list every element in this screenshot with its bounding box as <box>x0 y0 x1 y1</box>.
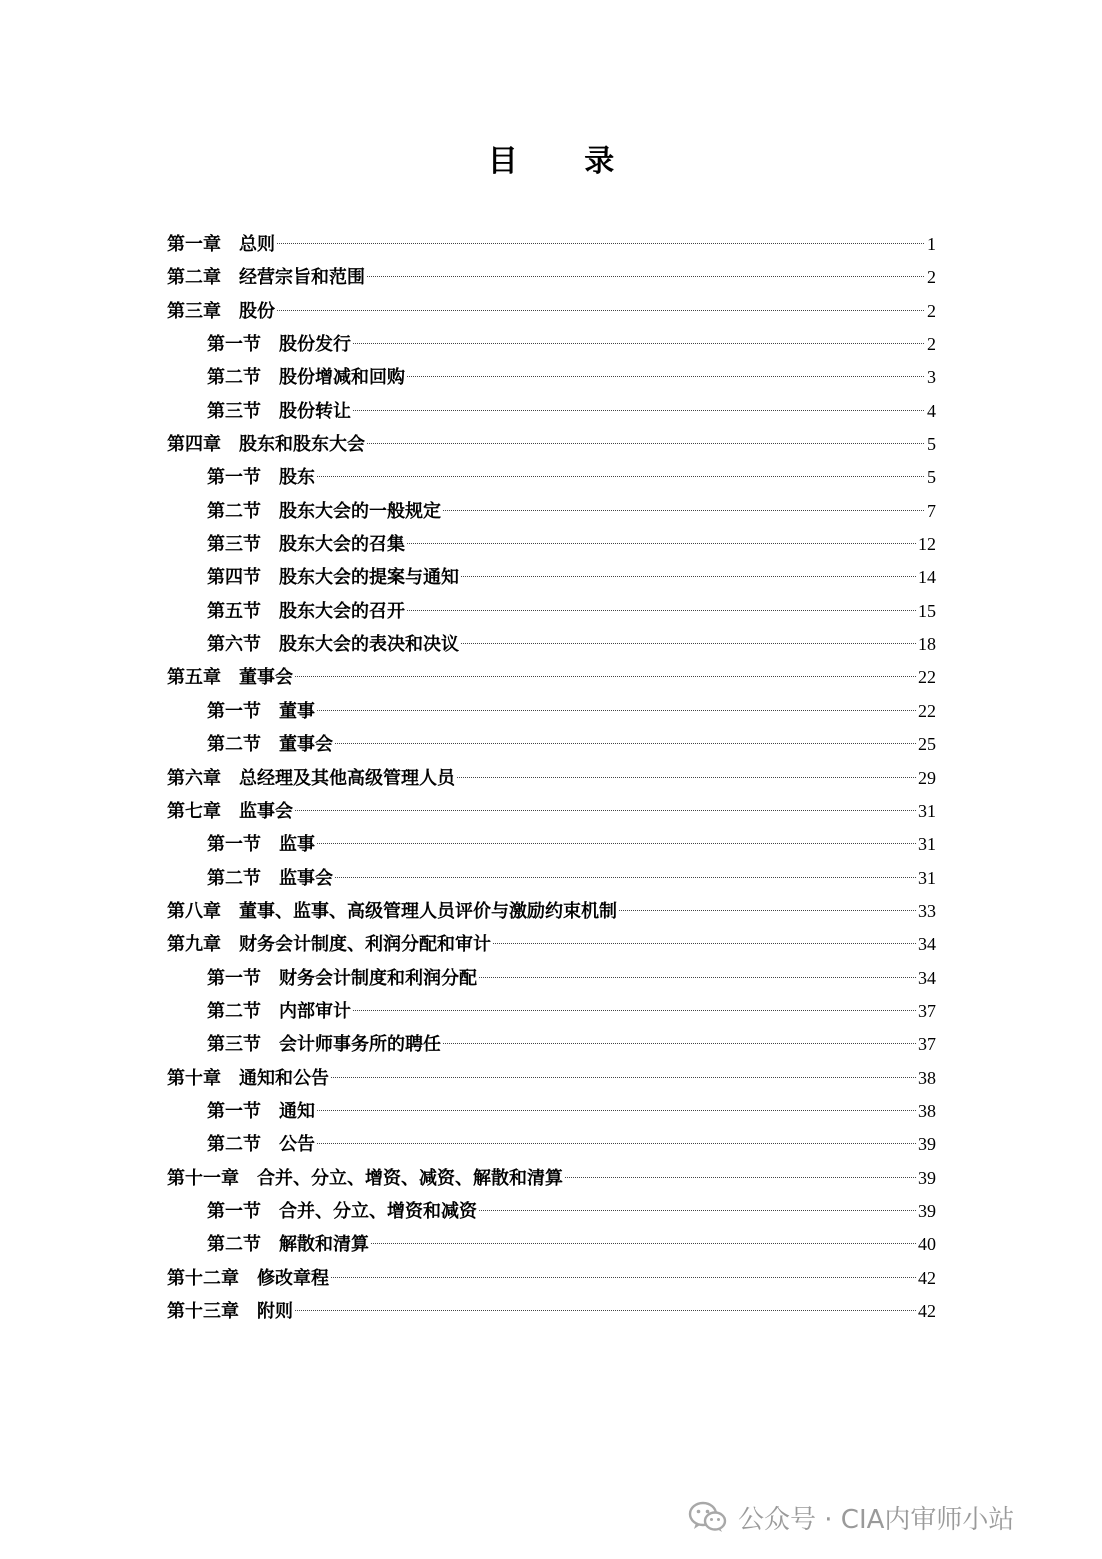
toc-entry-label <box>207 628 459 661</box>
toc-page-number: 5 <box>927 434 936 455</box>
toc-entry-title: 经营宗旨和范围 <box>239 267 365 289</box>
toc-entry-number: 第九章 <box>167 934 221 956</box>
toc-entry-number: 第一节 <box>207 334 261 356</box>
toc-entry-label <box>207 962 477 995</box>
toc-entry-number: 第二节 <box>207 367 261 389</box>
toc-leader-dots <box>371 1243 916 1244</box>
toc-entry-label <box>207 828 315 861</box>
toc-entry-number: 第二节 <box>207 1234 261 1256</box>
toc-section-row[interactable] <box>167 495 936 528</box>
toc-entry-label <box>207 1095 315 1128</box>
toc-entry-number: 第二节 <box>207 867 261 889</box>
toc-page-number: 42 <box>918 1267 936 1288</box>
toc-entry-label <box>167 228 275 261</box>
toc-entry-label <box>207 1195 477 1228</box>
toc-section-row[interactable] <box>167 728 936 761</box>
toc-entry-title: 董事、监事、高级管理人员评价与激励约束机制 <box>239 900 617 922</box>
toc-entry-number: 第一章 <box>167 234 221 255</box>
toc-entry-title: 股份 <box>239 300 275 322</box>
toc-entry-title: 财务会计制度、利润分配和审计 <box>239 934 491 956</box>
toc-entry-number: 第三节 <box>207 1034 261 1056</box>
toc-page-number: 7 <box>927 500 936 521</box>
toc-entry-number: 第十三章 <box>167 1301 239 1322</box>
toc-entry-title: 股东大会的提案与通知 <box>279 567 459 589</box>
toc-leader-dots <box>353 343 924 344</box>
toc-entry-number: 第二节 <box>207 734 261 756</box>
toc-chapter-row[interactable] <box>167 661 936 694</box>
toc-entry-title: 监事会 <box>279 867 333 889</box>
toc-entry-title: 股东 <box>279 467 315 489</box>
toc-entry-title: 监事 <box>279 834 315 856</box>
toc-leader-dots <box>277 243 924 244</box>
toc-entry-label <box>207 361 405 394</box>
toc-entry-label <box>207 995 351 1028</box>
toc-leader-dots <box>295 810 916 811</box>
toc-page-number: 34 <box>918 967 936 988</box>
toc-leader-dots <box>335 877 916 878</box>
toc-page-number: 29 <box>918 767 936 788</box>
toc-section-row[interactable] <box>167 395 936 428</box>
toc-leader-dots <box>565 1177 916 1178</box>
table-of-contents <box>167 228 936 1328</box>
toc-entry-label <box>207 1028 441 1061</box>
toc-page-number: 39 <box>918 1200 936 1221</box>
toc-entry-number: 第一节 <box>207 834 261 856</box>
toc-entry-title: 股东大会的召开 <box>279 600 405 622</box>
toc-page-number: 37 <box>918 1034 936 1055</box>
toc-section-row[interactable] <box>167 862 936 895</box>
toc-page-number: 31 <box>918 800 936 821</box>
toc-entry-label <box>167 762 455 795</box>
toc-entry-label <box>207 395 351 428</box>
toc-entry-title: 股份转让 <box>279 400 351 422</box>
toc-section-row[interactable] <box>167 595 936 628</box>
toc-page-number: 14 <box>918 567 936 588</box>
toc-section-row[interactable] <box>167 1228 936 1261</box>
toc-leader-dots <box>317 1143 916 1144</box>
toc-entry-title: 公告 <box>279 1134 315 1156</box>
watermark-text: 公众号 · CIA内审师小站 <box>738 1504 1015 1535</box>
toc-entry-title: 财务会计制度和利润分配 <box>279 967 477 989</box>
toc-section-row[interactable] <box>167 1195 936 1228</box>
toc-entry-number: 第一节 <box>207 1100 261 1122</box>
toc-entry-title: 董事会 <box>239 667 293 689</box>
toc-page-number: 22 <box>918 700 936 721</box>
toc-leader-dots <box>479 1210 916 1211</box>
toc-leader-dots <box>317 843 916 844</box>
toc-entry-title: 会计师事务所的聘任 <box>279 1034 441 1056</box>
toc-entry-number: 第一节 <box>207 467 261 489</box>
toc-leader-dots <box>331 1277 916 1278</box>
toc-entry-title: 股份增减和回购 <box>279 367 405 389</box>
toc-entry-number: 第十一章 <box>167 1167 239 1189</box>
toc-leader-dots <box>367 276 924 277</box>
toc-entry-title: 修改章程 <box>257 1267 329 1289</box>
toc-entry-number: 第二节 <box>207 1000 261 1022</box>
toc-chapter-row[interactable] <box>167 1162 936 1195</box>
toc-page-number: 34 <box>918 934 936 955</box>
toc-chapter-row[interactable] <box>167 928 936 961</box>
toc-entry-title: 股东大会的召集 <box>279 534 405 556</box>
toc-leader-dots <box>295 676 916 677</box>
toc-entry-label <box>167 895 617 928</box>
toc-leader-dots <box>407 610 916 611</box>
watermark <box>688 1495 1014 1539</box>
toc-leader-dots <box>353 410 924 411</box>
toc-entry-title: 股东大会的一般规定 <box>279 500 441 522</box>
toc-page-number: 37 <box>918 1000 936 1021</box>
toc-chapter-row[interactable] <box>167 762 936 795</box>
toc-entry-label <box>207 728 333 761</box>
toc-chapter-row[interactable] <box>167 261 936 294</box>
toc-leader-dots <box>443 1043 916 1044</box>
toc-page-number: 12 <box>918 534 936 555</box>
toc-entry-label <box>207 595 405 628</box>
toc-page-number: 25 <box>918 734 936 755</box>
toc-entry-number: 第十章 <box>167 1067 221 1089</box>
toc-leader-dots <box>317 476 924 477</box>
toc-entry-number: 第五章 <box>167 667 221 689</box>
toc-section-row[interactable] <box>167 695 936 728</box>
toc-section-row[interactable] <box>167 1095 936 1128</box>
toc-page-number: 2 <box>927 300 936 321</box>
toc-page-number: 42 <box>918 1301 936 1321</box>
toc-entry-number: 第六章 <box>167 767 221 789</box>
toc-entry-number: 第四节 <box>207 567 261 589</box>
toc-entry-title: 股东大会的表决和决议 <box>279 634 459 656</box>
toc-page-number: 22 <box>918 667 936 688</box>
toc-leader-dots <box>353 1010 916 1011</box>
toc-entry-label <box>207 461 315 494</box>
toc-leader-dots <box>335 743 916 744</box>
toc-page-number: 1 <box>927 234 936 254</box>
toc-section-row[interactable] <box>167 962 936 995</box>
toc-entry-label <box>167 1295 293 1328</box>
toc-entry-number: 第二节 <box>207 500 261 522</box>
toc-section-row[interactable] <box>167 561 936 594</box>
toc-entry-number: 第二章 <box>167 267 221 289</box>
toc-section-row[interactable] <box>167 328 936 361</box>
toc-entry-title: 总经理及其他高级管理人员 <box>239 767 455 789</box>
toc-entry-number: 第一节 <box>207 1200 261 1222</box>
toc-page-number: 5 <box>927 467 936 488</box>
toc-entry-number: 第六节 <box>207 634 261 656</box>
toc-leader-dots <box>277 310 924 311</box>
toc-chapter-row[interactable] <box>167 1295 936 1328</box>
toc-page-number: 3 <box>927 367 936 388</box>
toc-leader-dots <box>367 443 924 444</box>
toc-section-row[interactable] <box>167 1028 936 1061</box>
toc-leader-dots <box>461 643 916 644</box>
toc-entry-label <box>167 661 293 694</box>
toc-page-number: 39 <box>918 1167 936 1188</box>
toc-entry-title: 合并、分立、增资和减资 <box>279 1200 477 1222</box>
toc-section-row[interactable] <box>167 361 936 394</box>
toc-chapter-row[interactable] <box>167 228 936 261</box>
toc-entry-label <box>167 1062 329 1095</box>
toc-entry-label <box>207 695 315 728</box>
toc-leader-dots <box>331 1077 916 1078</box>
toc-page-number: 38 <box>918 1067 936 1088</box>
toc-entry-number: 第一节 <box>207 700 261 722</box>
toc-entry-label <box>207 561 459 594</box>
toc-page-number: 38 <box>918 1100 936 1121</box>
toc-chapter-row[interactable] <box>167 1062 936 1095</box>
toc-entry-title: 附则 <box>257 1301 293 1322</box>
toc-entry-title: 内部审计 <box>279 1000 351 1022</box>
toc-entry-number: 第三节 <box>207 400 261 422</box>
toc-entry-number: 第二节 <box>207 1134 261 1156</box>
toc-page-number: 40 <box>918 1234 936 1255</box>
toc-page-number: 31 <box>918 834 936 855</box>
toc-entry-label <box>167 928 491 961</box>
toc-entry-label <box>167 1262 329 1295</box>
toc-entry-label <box>167 295 275 328</box>
toc-page-number: 2 <box>927 334 936 355</box>
toc-page-number: 33 <box>918 900 936 921</box>
toc-chapter-row[interactable] <box>167 1262 936 1295</box>
toc-entry-number: 第八章 <box>167 900 221 922</box>
toc-entry-label <box>207 528 405 561</box>
toc-entry-label <box>167 428 365 461</box>
toc-section-row[interactable] <box>167 628 936 661</box>
toc-entry-label <box>167 1162 563 1195</box>
toc-page-number: 15 <box>918 600 936 621</box>
toc-entry-label <box>207 1128 315 1161</box>
toc-entry-title: 合并、分立、增资、减资、解散和清算 <box>257 1167 563 1189</box>
toc-entry-title: 解散和清算 <box>279 1234 369 1256</box>
toc-entry-title: 总则 <box>239 234 275 255</box>
toc-entry-title: 监事会 <box>239 800 293 822</box>
toc-chapter-row[interactable] <box>167 795 936 828</box>
toc-leader-dots <box>407 543 916 544</box>
toc-leader-dots <box>317 1110 916 1111</box>
toc-section-row[interactable] <box>167 828 936 861</box>
toc-entry-title: 通知和公告 <box>239 1067 329 1089</box>
toc-entry-number: 第四章 <box>167 434 221 456</box>
toc-leader-dots <box>295 1310 916 1311</box>
toc-entry-number: 第十二章 <box>167 1267 239 1289</box>
toc-page-number: 18 <box>918 634 936 655</box>
toc-entry-label <box>167 795 293 828</box>
toc-entry-number: 第五节 <box>207 600 261 622</box>
toc-leader-dots <box>493 943 916 944</box>
toc-entry-title: 董事 <box>279 700 315 722</box>
toc-leader-dots <box>461 576 916 577</box>
toc-entry-label <box>207 328 351 361</box>
toc-leader-dots <box>619 910 916 911</box>
toc-entry-title: 通知 <box>279 1100 315 1122</box>
toc-section-row[interactable] <box>167 528 936 561</box>
toc-page-number: 39 <box>918 1134 936 1155</box>
toc-leader-dots <box>479 977 916 978</box>
toc-entry-title: 董事会 <box>279 734 333 756</box>
toc-chapter-row[interactable] <box>167 428 936 461</box>
toc-entry-number: 第七章 <box>167 800 221 822</box>
toc-entry-label <box>207 1228 369 1261</box>
toc-section-row[interactable] <box>167 995 936 1028</box>
toc-page-number: 31 <box>918 867 936 888</box>
toc-entry-label <box>167 261 365 294</box>
toc-entry-title: 股份发行 <box>279 334 351 356</box>
toc-leader-dots <box>457 777 916 778</box>
toc-entry-label <box>207 862 333 895</box>
toc-entry-label <box>207 495 441 528</box>
toc-entry-number: 第一节 <box>207 967 261 989</box>
toc-leader-dots <box>443 510 924 511</box>
toc-entry-number: 第三章 <box>167 300 221 322</box>
toc-section-row[interactable] <box>167 1128 936 1161</box>
toc-leader-dots <box>407 376 924 377</box>
toc-leader-dots <box>317 710 916 711</box>
toc-chapter-row[interactable] <box>167 895 936 928</box>
wechat-icon <box>688 1500 728 1534</box>
toc-chapter-row[interactable] <box>167 295 936 328</box>
toc-page-number: 4 <box>927 400 936 421</box>
toc-section-row[interactable] <box>167 461 936 494</box>
toc-page-number: 2 <box>927 267 936 288</box>
page-title: 目 录 <box>487 144 643 179</box>
toc-entry-number: 第三节 <box>207 534 261 556</box>
toc-entry-title: 股东和股东大会 <box>239 434 365 456</box>
